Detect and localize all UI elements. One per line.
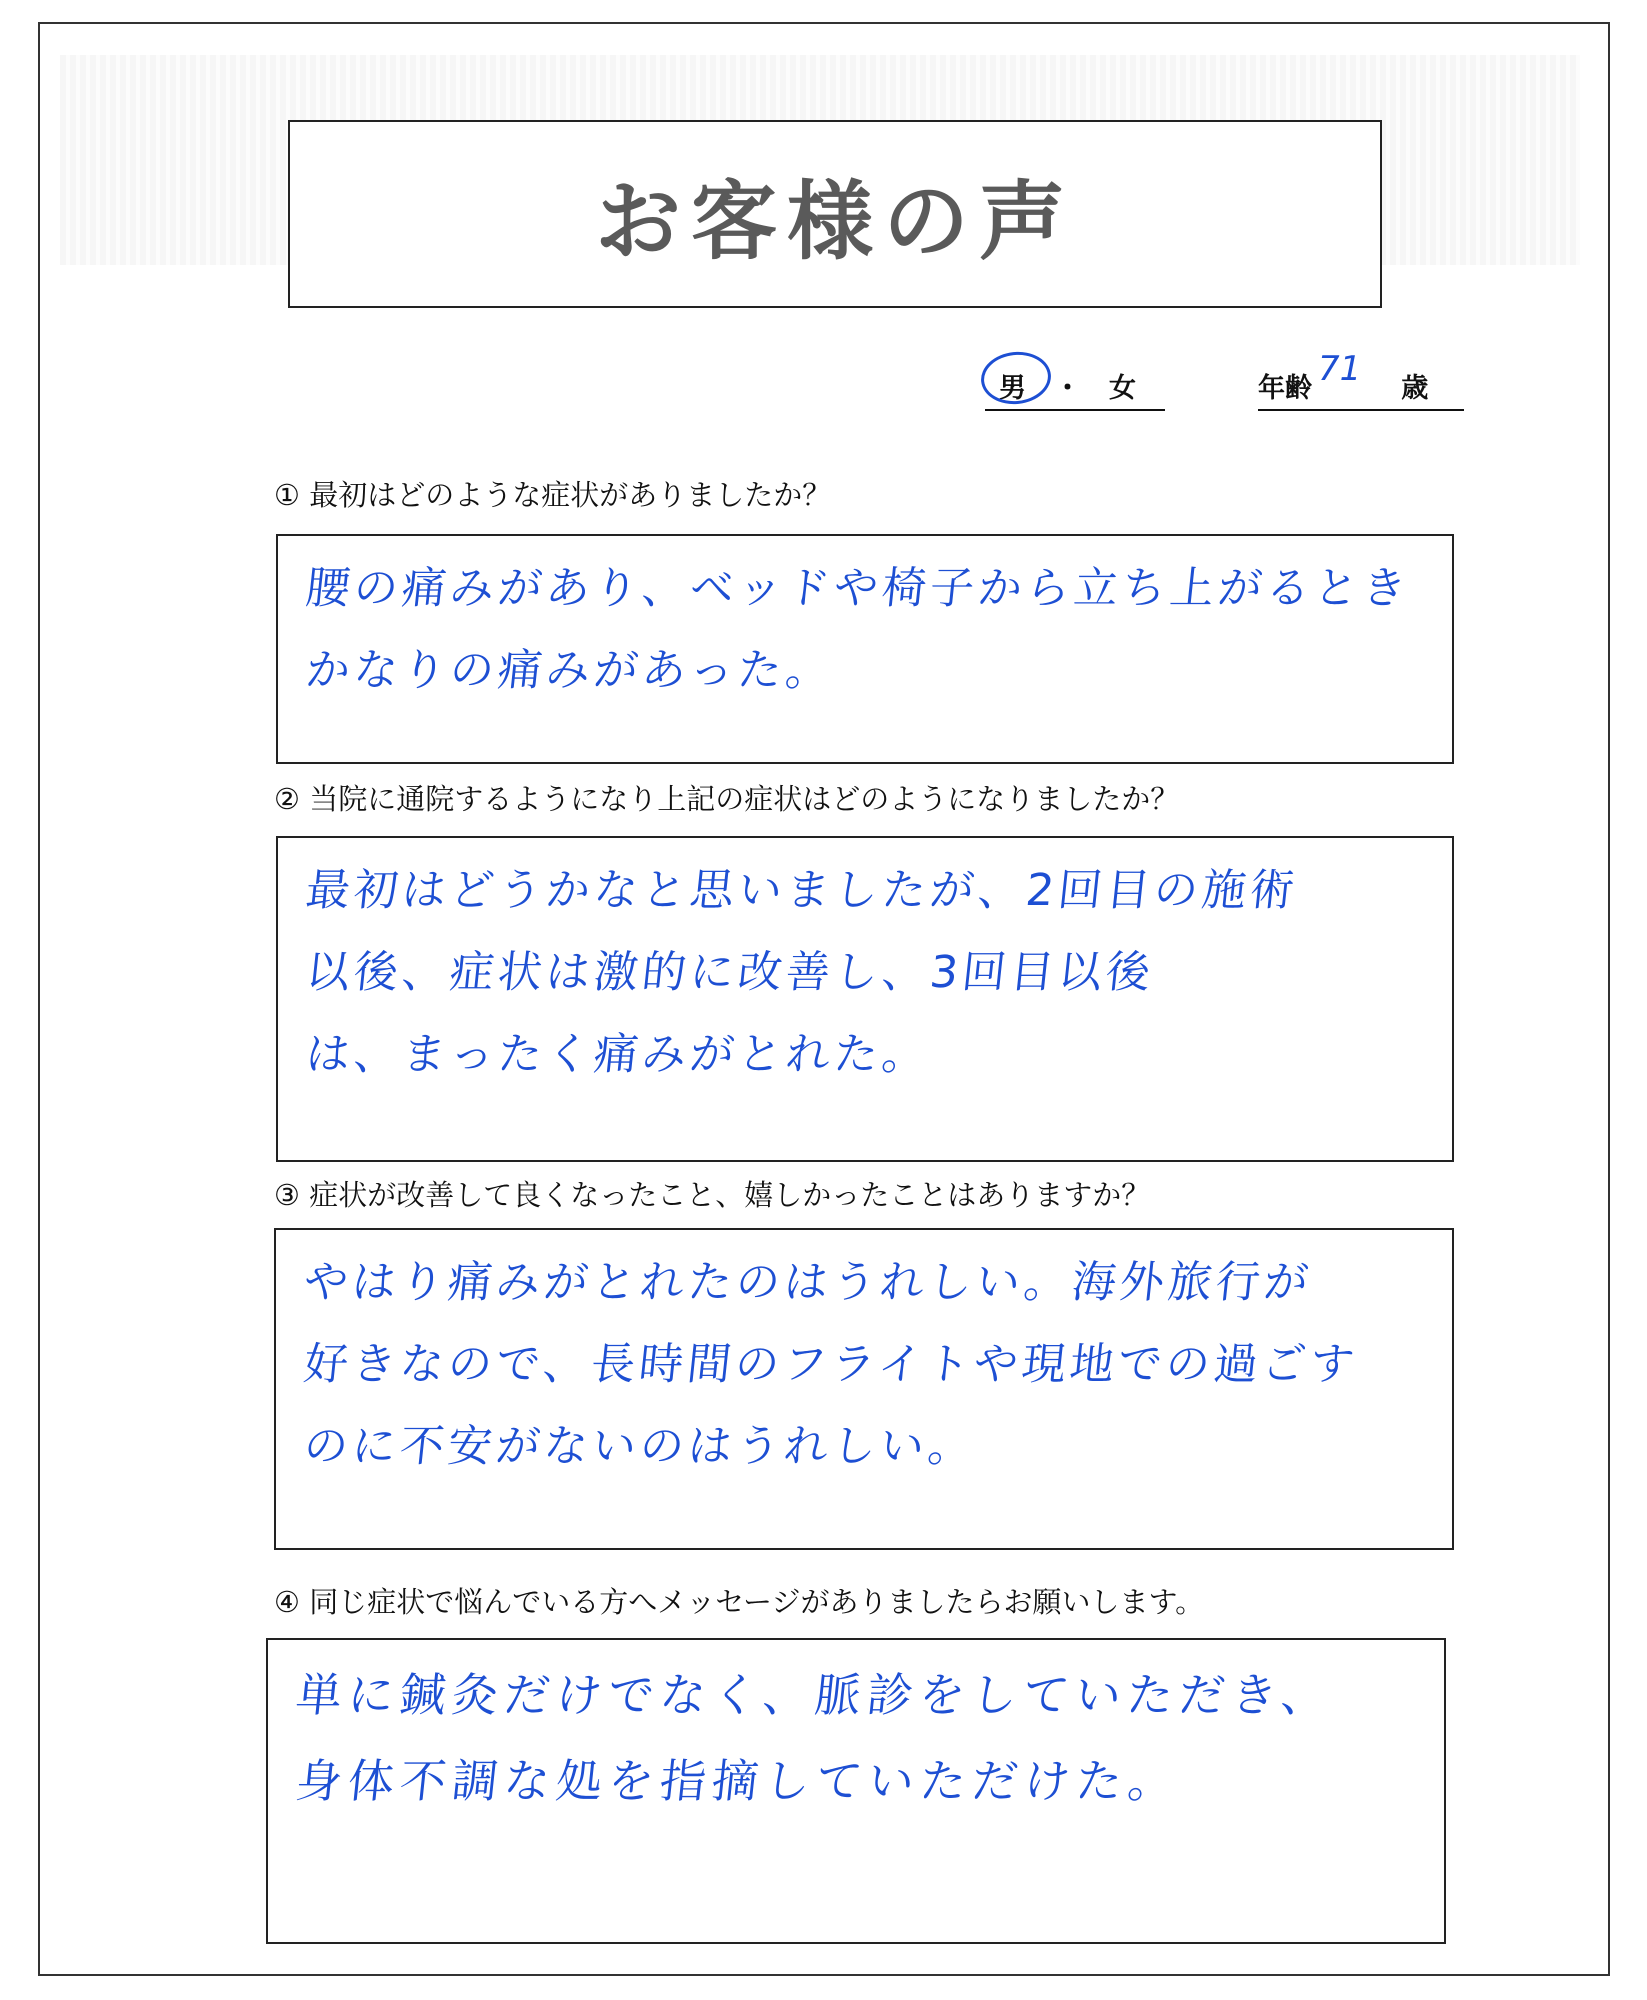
question-4-label: ④ 同じ症状で悩んでいる方へメッセージがありましたらお願いします。 (274, 1585, 1205, 1619)
question-1-label: ① 最初はどのような症状がありましたか？ (274, 478, 832, 512)
answer-2-line-2: 以後、症状は激的に改善し、3回目以後 (303, 947, 1157, 998)
answer-3-line-2: 好きなので、長時間のフライトや現地での過ごす (301, 1339, 1361, 1390)
answer-3-line-1: やはり痛みがとれたのはうれしい。海外旅行が (301, 1257, 1315, 1308)
gender-male-option (999, 366, 1026, 405)
gender-separator: ・ (1054, 373, 1081, 404)
answer-1-box (276, 534, 1454, 764)
answer-3-box (274, 1228, 1454, 1550)
answer-4-line-2: 身体不調な処を指摘していただけた。 (293, 1754, 1183, 1808)
gender-field (985, 365, 1165, 411)
question-3-label: ③ 症状が改善して良くなったこと、嬉しかったことはありますか？ (274, 1178, 1151, 1212)
gender-male-label: 男 (999, 373, 1026, 404)
title-box (288, 120, 1382, 308)
answer-1-line-1: 腰の痛みがあり、ベッドや椅子から立ち上がるとき (303, 563, 1413, 614)
age-unit: 歳 (1401, 373, 1429, 404)
page-title: お客様の声 (595, 172, 1075, 272)
question-2-label: ② 当院に通院するようになり上記の症状はどのようになりましたか？ (274, 782, 1180, 816)
age-value: 71 (1318, 349, 1362, 389)
answer-3-line-3: のに不安がないのはうれしい。 (301, 1421, 979, 1472)
answer-2-box (276, 836, 1454, 1162)
answer-1-line-2: かなりの痛みがあった。 (303, 645, 837, 696)
answer-4-box (266, 1638, 1446, 1944)
answer-4-line-1: 単に鍼灸だけでなく、脈診をしていただき、 (293, 1668, 1337, 1722)
gender-female-label: 女 (1109, 373, 1136, 404)
answer-2-line-3: は、まったく痛みがとれた。 (303, 1029, 933, 1080)
age-field (1258, 349, 1464, 411)
answer-2-line-1: 最初はどうかなと思いましたが、2回目の施術 (303, 865, 1301, 916)
age-label: 年齢 (1258, 373, 1312, 404)
